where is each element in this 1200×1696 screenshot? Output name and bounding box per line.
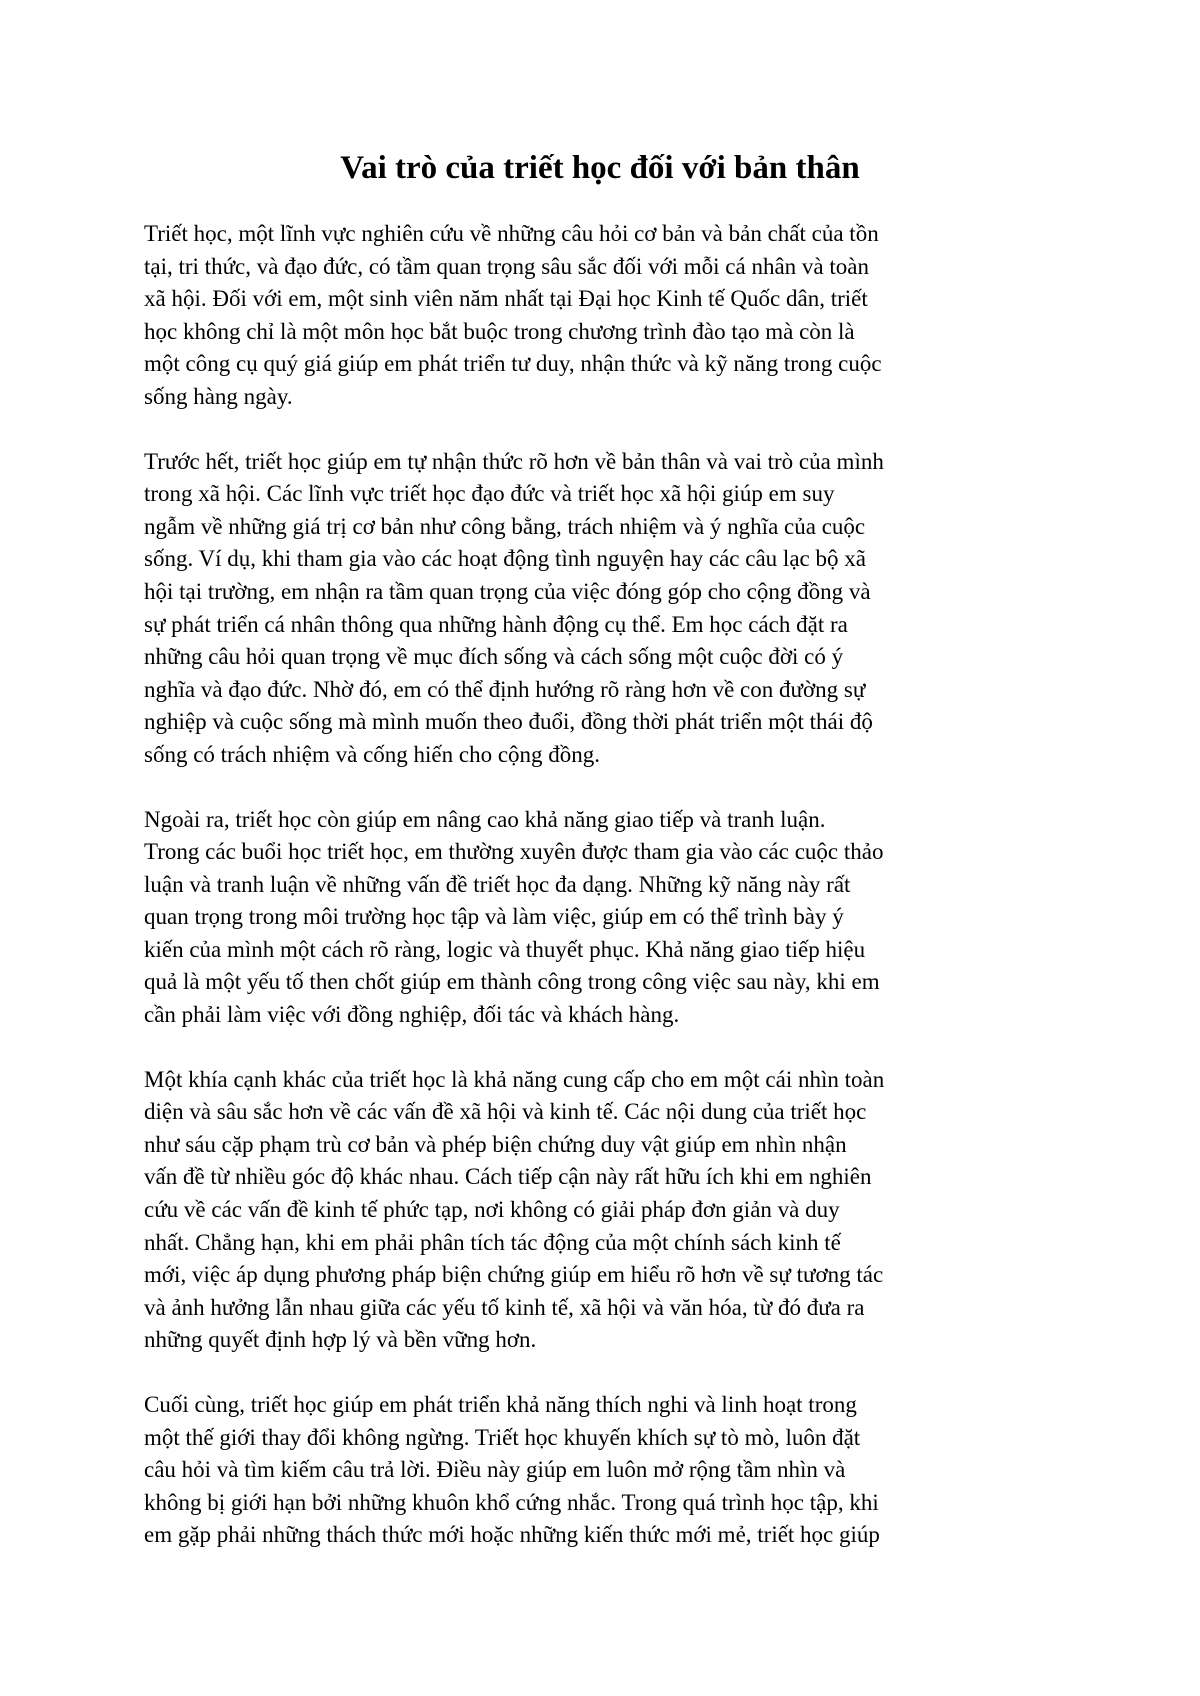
text-line: sống hàng ngày. [144,383,293,409]
text-line: nhất. Chẳng hạn, khi em phải phân tích tác động của một chính sách kinh tế [144,1229,841,1255]
text-line: Triết học, một lĩnh vực nghiên cứu về những câu hỏi cơ bản và bản chất của tồn [144,221,879,246]
text-line: sự phát triển cá nhân thông qua những hành động cụ thể. Em học cách đặt ra [144,611,848,637]
text-line: sống có trách nhiệm và cống hiến cho cộng đồng. [144,741,601,767]
text-line: và ảnh hưởng lẫn nhau giữa các yếu tố kinh tế, xã hội và văn hóa, từ đó đưa ra [144,1294,865,1320]
text-line: ngẫm về những giá trị cơ bản như công bằng, trách nhiệm và ý nghĩa của cuộc [144,513,866,539]
text-line: không bị giới hạn bởi những khuôn khổ cứng nhắc. Trong quá trình học tập, khi [144,1489,879,1515]
text-line: như sáu cặp phạm trù cơ bản và phép biện chứng duy vật giúp em nhìn nhận [144,1131,847,1157]
paragraph-4 [144,1064,1064,1357]
text-line: học không chỉ là một môn học bắt buộc trong chương trình đào tạo mà còn là [144,318,855,344]
text-line: Cuối cùng, triết học giúp em phát triển khả năng thích nghi và linh hoạt trong [144,1392,857,1417]
text-line: Trong các buổi học triết học, em thường xuyên được tham gia vào các cuộc thảo [144,839,884,865]
text-line: nghĩa và đạo đức. Nhờ đó, em có thể định hướng rõ ràng hơn về con đường sự [144,676,866,702]
paragraph-2 [144,446,1064,772]
text-line: sống. Ví dụ, khi tham gia vào các hoạt động tình nguyện hay các câu lạc bộ xã [144,546,866,572]
document-title: Vai trò của triết học đối với bản thân [340,150,860,186]
text-line: một thế giới thay đổi không ngừng. Triết học khuyến khích sự tò mò, luôn đặt [144,1424,861,1450]
paragraph-5 [144,1389,1064,1552]
text-line: những câu hỏi quan trọng về mục đích sống và cách sống một cuộc đời có ý [144,644,844,670]
text-line: cần phải làm việc với đồng nghiệp, đối tác và khách hàng. [144,1002,680,1028]
text-line: những quyết định hợp lý và bền vững hơn. [144,1327,537,1353]
text-line: em gặp phải những thách thức mới hoặc những kiến thức mới mẻ, triết học giúp [144,1522,880,1548]
text-line: một công cụ quý giá giúp em phát triển tư duy, nhận thức và kỹ năng trong cuộc [144,351,882,377]
text-line: kiến của mình một cách rõ ràng, logic và thuyết phục. Khả năng giao tiếp hiệu [144,936,866,962]
text-line: xã hội. Đối với em, một sinh viên năm nhất tại Đại học Kinh tế Quốc dân, triết [144,286,868,312]
document-body [144,218,1064,1584]
text-line: câu hỏi và tìm kiếm câu trả lời. Điều này giúp em luôn mở rộng tầm nhìn và [144,1457,846,1483]
text-line: quả là một yếu tố then chốt giúp em thành công trong công việc sau này, khi em [144,969,880,995]
text-line: quan trọng trong môi trường học tập và làm việc, giúp em có thể trình bày ý [144,904,844,930]
text-line: Một khía cạnh khác của triết học là khả năng cung cấp cho em một cái nhìn toàn [144,1066,885,1092]
text-line: tại, tri thức, và đạo đức, có tầm quan trọng sâu sắc đối với mỗi cá nhân và toàn [144,253,869,279]
paragraph-1 [144,218,1064,414]
text-line: Ngoài ra, triết học còn giúp em nâng cao khả năng giao tiếp và tranh luận. [144,806,826,832]
text-line: hội tại trường, em nhận ra tầm quan trọng của việc đóng góp cho cộng đồng và [144,578,871,604]
text-line: diện và sâu sắc hơn về các vấn đề xã hội và kinh tế. Các nội dung của triết học [144,1099,867,1125]
text-line: vấn đề từ nhiều góc độ khác nhau. Cách tiếp cận này rất hữu ích khi em nghiên [144,1164,872,1190]
text-line: nghiệp và cuộc sống mà mình muốn theo đuổi, đồng thời phát triển một thái độ [144,709,873,735]
text-line: mới, việc áp dụng phương pháp biện chứng giúp em hiểu rõ hơn về sự tương tác [144,1262,884,1288]
text-line: trong xã hội. Các lĩnh vực triết học đạo đức và triết học xã hội giúp em suy [144,481,835,507]
text-line: luận và tranh luận về những vấn đề triết học đa dạng. Những kỹ năng này rất [144,871,851,897]
text-line: cứu về các vấn đề kinh tế phức tạp, nơi không có giải pháp đơn giản và duy [144,1197,840,1223]
paragraph-3 [144,804,1064,1032]
text-line: Trước hết, triết học giúp em tự nhận thức rõ hơn về bản thân và vai trò của mình [144,448,884,474]
